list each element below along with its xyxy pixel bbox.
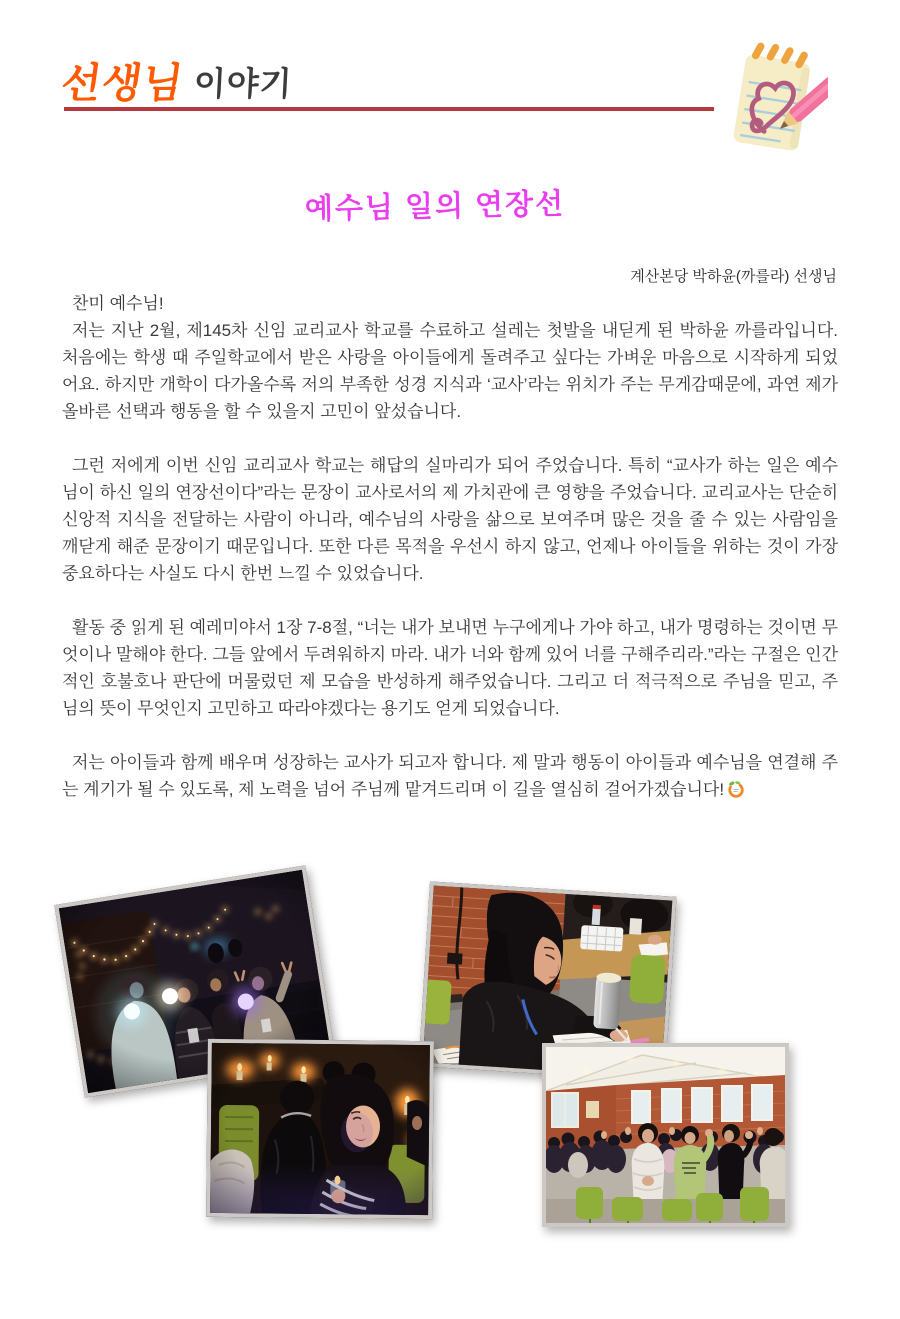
article-byline: 계산본당 박하윤(까를라) 선생님 bbox=[630, 268, 837, 285]
header-divider bbox=[64, 107, 714, 111]
paragraph-2: 그런 저에게 이번 신임 교리교사 학교는 해답의 실마리가 되어 주었습니다. 특히 “교사가 하는 일은 예수님이 하신 일의 연장선이다”라는 문장이 교사로서의 제 가치관에 큰 영향을 주었습니다. 교리교사는 단순히 신앙적 지식을 전달하는 사람이 아니라, 예수님의 사랑을 삶으로 보여주며 많은 것을 줄 수 있는 사람임을 깨닫게 해준 문장이기 때문입니다. 또한 다른 목적을 우선시 하지 않고, 언제나 아이들을 위하는 것이 가장 중요하다는 사실도 다시 한번 느낄 수 있었습니다. bbox=[62, 456, 838, 583]
greeting-line: 찬미 예수님! bbox=[72, 294, 164, 313]
article-title: 예수님 일의 연장선 bbox=[304, 188, 566, 226]
article-end-mark-icon bbox=[727, 780, 745, 798]
paragraph-1: 저는 지난 2월, 제145차 신임 교리교사 학교를 수료하고 설레는 첫발을 내딛게 된 박하윤 까를라입니다. 처음에는 학생 때 주일학교에서 받은 사랑을 아이들에게 돌려주고 싶다는 가벼운 마음으로 시작하게 되었어요. 하지만 개학이 다가올수록 저의 부족한 성경 지식과 ‘교사’라는 위치가 주는 무게감때문에, 과연 제가 올바른 선택과 행동을 할 수 있을지 고민이 앞섰습니다. bbox=[62, 321, 838, 421]
notepad-heart-pencil-icon bbox=[722, 40, 828, 158]
photo-candlelight-smile bbox=[206, 1039, 434, 1219]
section-header bbox=[58, 50, 294, 109]
paragraph-3: 활동 중 읽게 된 예레미야서 1장 7-8절, “너는 내가 보내면 누구에게나 가야 하고, 내가 명령하는 것이면 무엇이나 말해야 한다. 그들 앞에서 두려워하지 마라. 내가 너와 함께 있어 너를 구해주리라.”라는 구절은 인간적인 호불호나 판단에 머물렀던 제 모습을 반성하게 해주었습니다. 그리고 더 적극적으로 주님을 믿고, 주님의 뜻이 무엇인지 고민하고 따라야겠다는 용기도 얻게 되었습니다. bbox=[62, 618, 838, 718]
section-title-rest: 이야기 bbox=[192, 65, 294, 102]
paragraph-4: 저는 아이들과 함께 배우며 성장하는 교사가 되고자 합니다. 제 말과 행동이 아이들과 예수님을 연결해 주는 계기가 될 수 있도록, 제 노력을 넘어 주님께 맡겨드리며 이 길을 열심히 걸어가겠습니다! bbox=[62, 753, 838, 799]
photo-hall-crowd bbox=[542, 1043, 789, 1227]
article-body bbox=[62, 290, 838, 803]
section-title-accent: 선생님 bbox=[58, 60, 187, 106]
